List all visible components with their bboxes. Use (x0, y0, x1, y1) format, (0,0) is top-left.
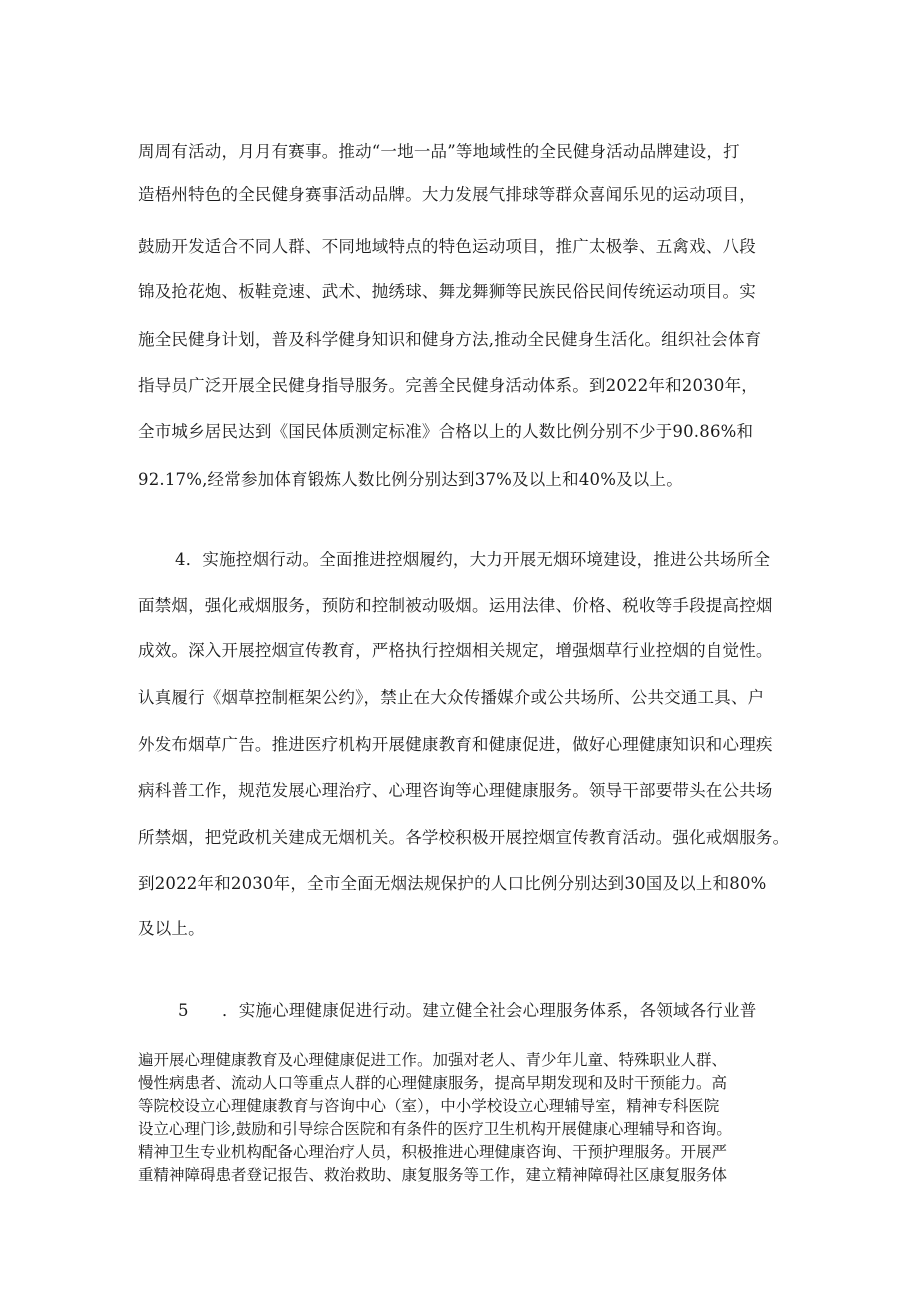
paragraph-line: 到2022年和2030年，全市全面无烟法规保护的人口比例分别达到30国及以上和80% (138, 874, 767, 893)
paragraph-line: 造梧州特色的全民健身赛事活动品牌。大力发展气排球等群众喜闻乐见的运动项目， (138, 185, 756, 204)
paragraph-line: 周周有活动，月月有赛事。推动“一地一品”等地域性的全民健身活动品牌建设，打 (138, 142, 740, 161)
paragraph-line: 病科普工作，规范发展心理治疗、心理咨询等心理健康服务。领导干部要带头在公共场 (138, 781, 773, 800)
paragraph-line: ．实施心理健康促进行动。建立健全社会心理服务体系，各领域各行业普 (222, 1001, 757, 1020)
paragraph-line: 全市城乡居民达到《国民体质测定标准》合格以上的人数比例分别不少于90.86%和 (138, 422, 754, 441)
paragraph-line: 施全民健身计划，普及科学健身知识和健身方法,推动全民健身生活化。组织社会体育 (138, 330, 762, 349)
paragraph-line: 外发布烟草广告。推进医疗机构开展健康教育和健康促进，做好心理健康知识和心理疾 (138, 735, 773, 754)
paragraph-line: 指导员广泛开展全民健身指导服务。完善全民健身活动体系。到2022年和2030年， (138, 376, 758, 395)
paragraph-line: 设立心理门诊,鼓励和引导综合医院和有条件的医疗卫生机构开展健康心理辅导和咨询。 (138, 1120, 732, 1138)
paragraph-line: 92.17%,经常参加体育锻炼人数比例分别达到37%及以上和40%及以上。 (138, 470, 683, 489)
paragraph-line: 慢性病患者、流动人口等重点人群的心理健康服务，提高早期发现和及时干预能力。高 (138, 1074, 728, 1092)
paragraph-line: 成效。深入开展控烟宣传教育，严格执行控烟相关规定，增强烟草行业控烟的自觉性。 (138, 641, 773, 660)
paragraph-line: 所禁烟，把党政机关建成无烟机关。各学校积极开展控烟宣传教育活动。强化戒烟服务。 (138, 828, 790, 847)
paragraph-line: 重精神障碍患者登记报告、救治救助、康复服务等工作，建立精神障碍社区康复服务体 (138, 1166, 728, 1184)
paragraph-line: 面禁烟，强化戒烟服务，预防和控制被动吸烟。运用法律、价格、税收等手段提高控烟 (138, 596, 773, 615)
paragraph-line: 等院校设立心理健康教育与咨询中心（室），中小学校设立心理辅导室，精神专科医院 (138, 1097, 720, 1115)
paragraph-line: 4．实施控烟行动。全面推进控烟履约，大力开展无烟环境建设，推进公共场所全 (175, 550, 771, 569)
paragraph-line: 认真履行《烟草控制框架公约》，禁止在大众传播媒介或公共场所、公共交通工具、户 (138, 688, 765, 707)
paragraph-line: 遍开展心理健康教育及心理健康促进工作。加强对老人、青少年儿童、特殊职业人群、 (138, 1051, 728, 1069)
paragraph-line: 及以上。 (138, 919, 205, 938)
paragraph-line: 精神卫生专业机构配备心理治疗人员，积极推进心理健康咨询、干预护理服务。开展严 (138, 1143, 728, 1161)
paragraph-line: 鼓励开发适合不同人群、不同地域特点的特色运动项目，推广太极拳、五禽戏、八段 (138, 237, 756, 256)
paragraph-line: 锦及抢花炮、板鞋竞速、武术、抛绣球、舞龙舞狮等民族民俗民间传统运动项目。实 (138, 282, 756, 301)
item-number: 5 (178, 1001, 189, 1020)
